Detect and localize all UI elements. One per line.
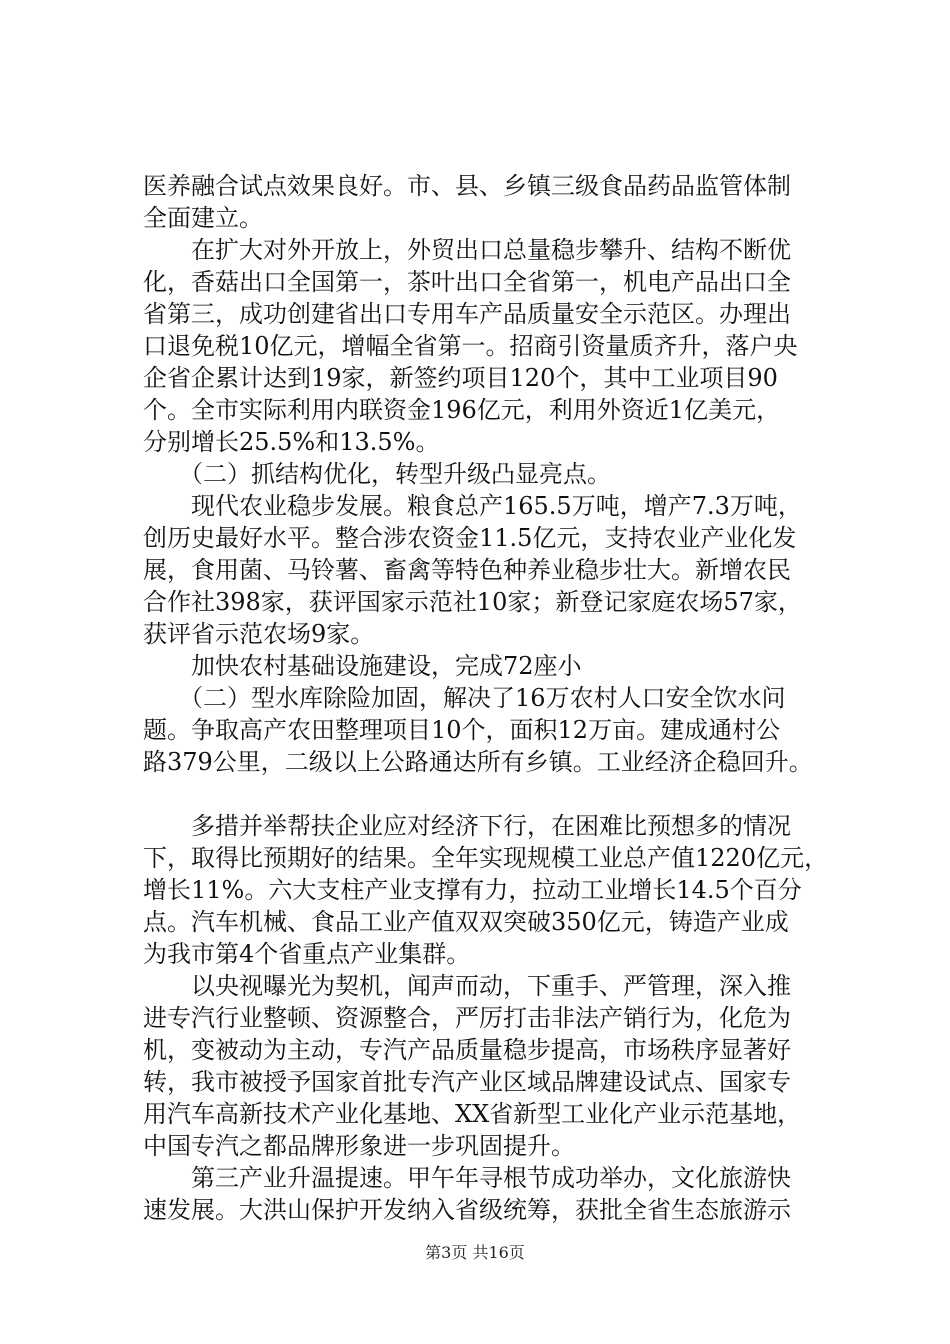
text-line: 口退免税10亿元，增幅全省第一。招商引资量质齐升，落户央	[143, 332, 798, 360]
text-line: 以央视曝光为契机，闻声而动，下重手、严管理，深入推	[143, 972, 791, 1000]
section-heading: （二）抓结构优化，转型升级凸显亮点。	[143, 460, 611, 488]
text-line: 转，我市被授予国家首批专汽产业区域品牌建设试点、国家专	[143, 1068, 791, 1096]
text-line: 多措并举帮扶企业应对经济下行，在困难比预想多的情况	[143, 812, 791, 840]
text-line: 合作社398家，获评国家示范社10家；新登记家庭农场57家，	[143, 588, 802, 616]
text-line: 点。汽车机械、食品工业产值双双突破350亿元，铸造产业成	[143, 908, 789, 936]
text-line: 企省企累计达到19家，新签约项目120个，其中工业项目90	[143, 364, 778, 392]
text-line: （二）型水库除险加固，解决了16万农村人口安全饮水问	[143, 684, 786, 712]
text-line: 第三产业升温提速。甲午年寻根节成功举办，文化旅游快	[143, 1164, 791, 1192]
body-text	[143, 170, 833, 1226]
text-line: 医养融合试点效果良好。市、县、乡镇三级食品药品监管体制	[143, 172, 791, 200]
text-line: 个。全市实际利用内联资金196亿元，利用外资近1亿美元，	[143, 396, 781, 424]
paragraph-gap	[143, 778, 833, 810]
text-line: 用汽车高新技术产业化基地、XX省新型工业化产业示范基地，	[143, 1100, 802, 1128]
page-number-label: 第3页 共16页	[425, 1243, 525, 1262]
text-line: 进专汽行业整顿、资源整合，严厉打击非法产销行为，化危为	[143, 1004, 791, 1032]
text-line: 增长11%。六大支柱产业支撑有力，拉动工业增长14.5个百分	[143, 876, 802, 904]
text-line: 在扩大对外开放上，外贸出口总量稳步攀升、结构不断优	[143, 236, 791, 264]
text-line: 下，取得比预期好的结果。全年实现规模工业总产值1220亿元，	[143, 844, 829, 872]
text-line: 省第三，成功创建省出口专用车产品质量安全示范区。办理出	[143, 300, 791, 328]
text-line: 机，变被动为主动，专汽产品质量稳步提高，市场秩序显著好	[143, 1036, 791, 1064]
text-line: 题。争取高产农田整理项目10个，面积12万亩。建成通村公	[143, 716, 781, 744]
text-line: 全面建立。	[143, 204, 263, 232]
text-line: 化，香菇出口全国第一，茶叶出口全省第一，机电产品出口全	[143, 268, 791, 296]
text-line: 展，食用菌、马铃薯、畜禽等特色种养业稳步壮大。新增农民	[143, 556, 791, 584]
page-footer	[0, 1243, 950, 1263]
text-line: 为我市第4个省重点产业集群。	[143, 940, 471, 968]
text-line: 获评省示范农场9家。	[143, 620, 375, 648]
text-line: 中国专汽之都品牌形象进一步巩固提升。	[143, 1132, 575, 1160]
text-line: 创历史最好水平。整合涉农资金11.5亿元，支持农业产业化发	[143, 524, 797, 552]
text-line: 现代农业稳步发展。粮食总产165.5万吨，增产7.3万吨，	[143, 492, 802, 520]
text-line: 分别增长25.5%和13.5%。	[143, 428, 440, 456]
text-line: 速发展。大洪山保护开发纳入省级统筹，获批全省生态旅游示	[143, 1196, 791, 1224]
text-line: 路379公里，二级以上公路通达所有乡镇。工业经济企稳回升。	[143, 748, 813, 776]
text-line: 加快农村基础设施建设，完成72座小	[143, 652, 582, 680]
